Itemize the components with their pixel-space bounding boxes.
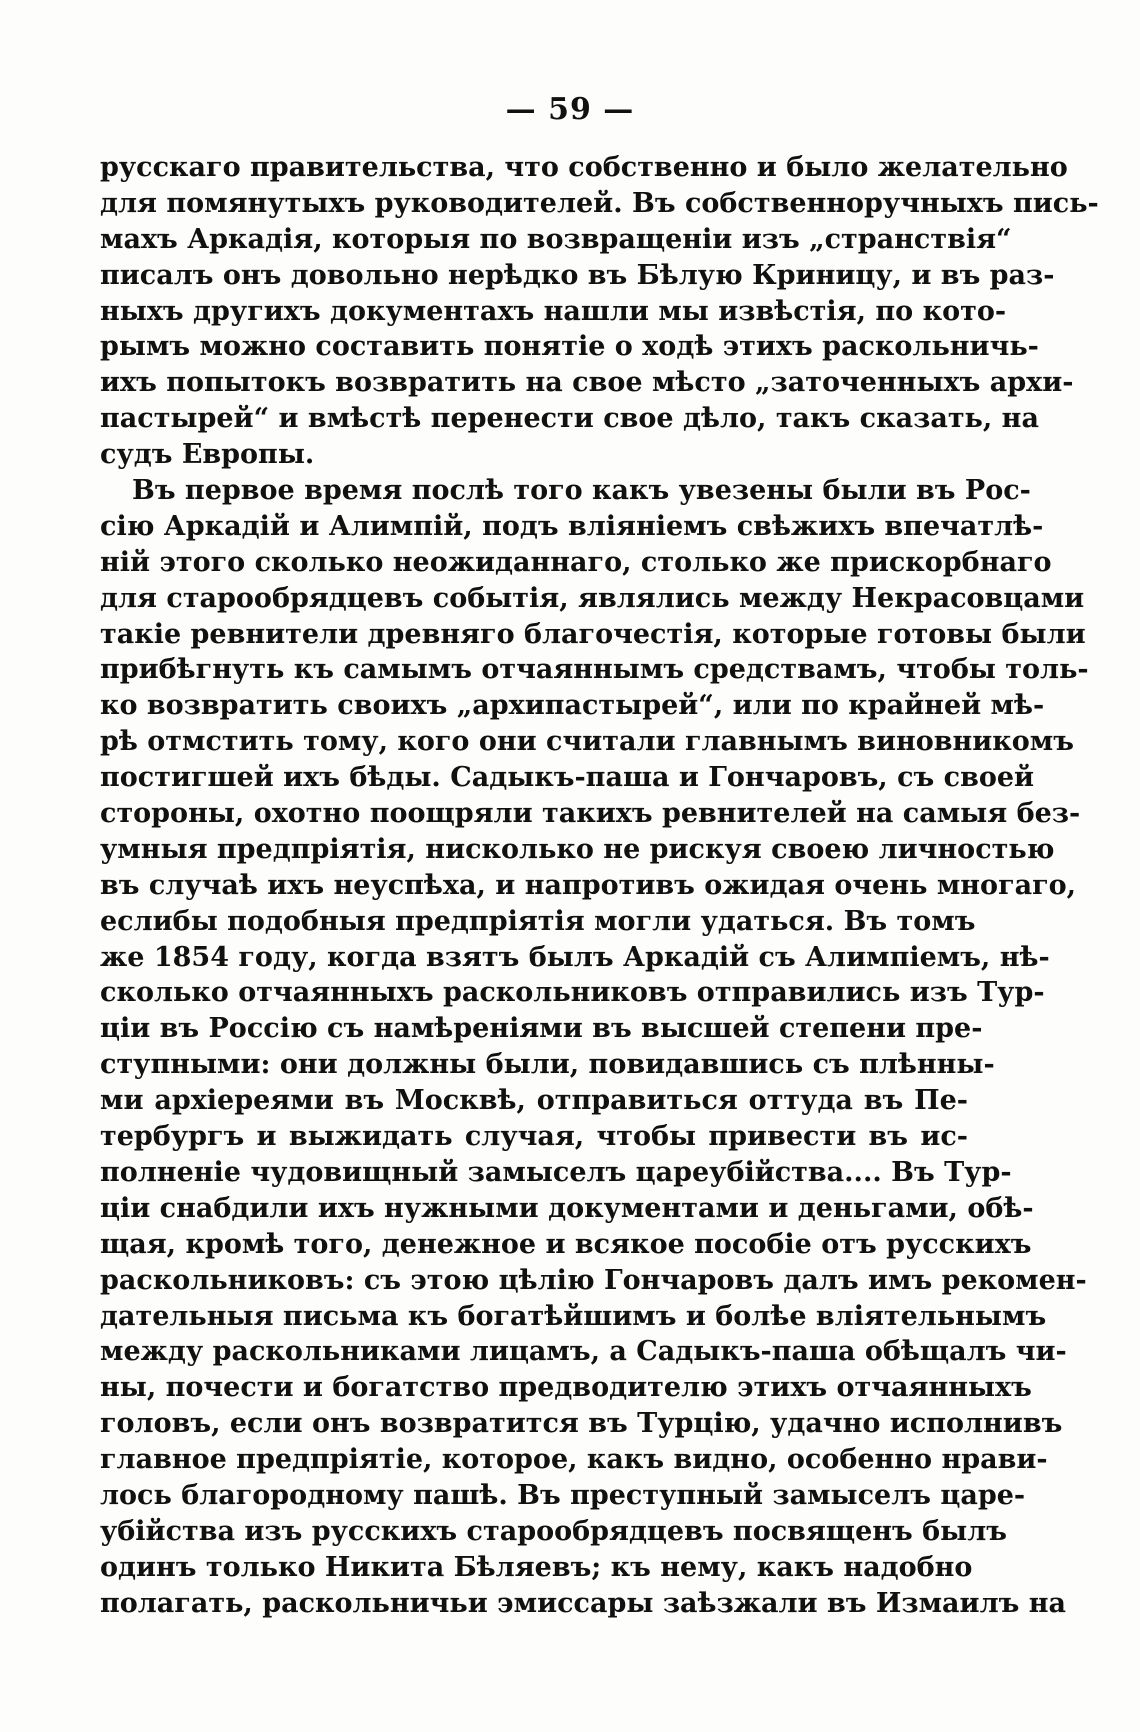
text-line: писалъ онъ довольно нерѣдко въ Бѣлую Криницу, и въ раз- xyxy=(100,259,1055,291)
text-line: ми архіереями въ Москвѣ, отправиться оттуда въ Пе- xyxy=(100,1085,968,1117)
text-line: стороны, охотно поощряли такихъ ревнителей на самыя без- xyxy=(100,798,1081,830)
text-line: тербургъ и выжидать случая, чтобы привести въ ис- xyxy=(100,1121,968,1153)
text-line: раскольниковъ: съ этою цѣлію Гончаровъ далъ имъ рекомен- xyxy=(100,1264,1087,1296)
text-line: рѣ отмстить тому, кого они считали главнымъ виновникомъ xyxy=(100,726,1074,758)
text-line: полагать, раскольничьи эмиссары заѣзжали въ Измаилъ на xyxy=(100,1587,1066,1619)
text-line: умныя предпріятія, нисколько не рискуя своею личностью xyxy=(100,833,1055,865)
text-line: ко возвратить своихъ „архипастырей“, или по крайней мѣ- xyxy=(100,690,1045,722)
text-line: постигшей ихъ бѣды. Садыкъ-паша и Гончаровъ, съ своей xyxy=(100,762,1035,794)
text-line: убійства изъ русскихъ старообрядцевъ посвященъ былъ xyxy=(100,1515,1007,1547)
text-line: головъ, если онъ возвратится въ Турцію, удачно исполнивъ xyxy=(100,1408,1063,1440)
text-line: сколько отчаянныхъ раскольниковъ отправились изъ Тур- xyxy=(100,977,1045,1009)
text-line: Въ первое время послѣ того какъ увезены были въ Рос- xyxy=(132,475,1031,507)
text-line: судъ Европы. xyxy=(100,439,315,471)
text-line: пастырей“ и вмѣстѣ перенести свое дѣло, такъ сказать, на xyxy=(100,403,1039,435)
text-line: же 1854 году, когда взятъ былъ Аркадій съ Алимпіемъ, нѣ- xyxy=(100,941,1050,973)
text-line: для помянутыхъ руководителей. Въ собственноручныхъ пись- xyxy=(100,187,1099,219)
body-text xyxy=(100,150,1099,1622)
text-line: ступными: они должны были, повидавшись съ плѣнны- xyxy=(100,1049,995,1081)
text-line: такіе ревнители древняго благочестія, которые готовы были xyxy=(100,618,1086,650)
text-line: русскаго правительства, что собственно и было желательно xyxy=(100,152,1068,183)
text-line: ихъ попытокъ возвратить на свое мѣсто „заточенныхъ архи- xyxy=(100,367,1074,399)
text-line: прибѣгнуть къ самымъ отчаяннымъ средствамъ, чтобы толь- xyxy=(100,654,1089,686)
text-line: щая, кромѣ того, денежное и всякое пособіе отъ русскихъ xyxy=(100,1228,1032,1260)
text-line: еслибы подобныя предпріятія могли удаться. Въ томъ xyxy=(100,905,976,937)
text-line: полненіе чудовищный замыселъ цареубійства.... Въ Тур- xyxy=(100,1156,1012,1188)
text-line: махъ Аркадія, которыя по возвращеніи изъ „странствія“ xyxy=(100,223,1012,255)
text-line: для старообрядцевъ событія, являлись между Некрасовцами xyxy=(100,582,1085,614)
text-line: ціи снабдили ихъ нужными документами и деньгами, обѣ- xyxy=(100,1192,1034,1224)
text-line: одинъ только Никита Бѣляевъ; къ нему, какъ надобно xyxy=(100,1551,973,1583)
text-line: ціи въ Россію съ намѣреніями въ высшей степени пре- xyxy=(100,1013,983,1045)
text-line: ній этого сколько неожиданнаго, столько же прискорбнаго xyxy=(100,546,1052,578)
text-line: дательныя письма къ богатѣйшимъ и болѣе вліятельнымъ xyxy=(100,1300,1047,1332)
text-line: лось благородному пашѣ. Въ преступный замыселъ царе- xyxy=(100,1479,1026,1511)
text-line: сію Аркадій и Алимпій, подъ вліяніемъ свѣжихъ впечатлѣ- xyxy=(100,510,1044,542)
text-line: ныхъ другихъ документахъ нашли мы извѣстія, по кото- xyxy=(100,295,1007,327)
text-line: ны, почести и богатство предводителю этихъ отчаянныхъ xyxy=(100,1372,1032,1404)
text-line: главное предпріятіе, которое, какъ видно, особенно нрави- xyxy=(100,1444,1048,1476)
page-number: — 59 — xyxy=(505,92,635,127)
text-line: рымъ можно составить понятіе о ходѣ этихъ раскольничь- xyxy=(100,331,1039,363)
text-line: между раскольниками лицамъ, а Садыкъ-паша обѣщалъ чи- xyxy=(100,1336,1067,1368)
text-line: въ случаѣ ихъ неуспѣха, и напротивъ ожидая очень многаго, xyxy=(100,869,1077,901)
